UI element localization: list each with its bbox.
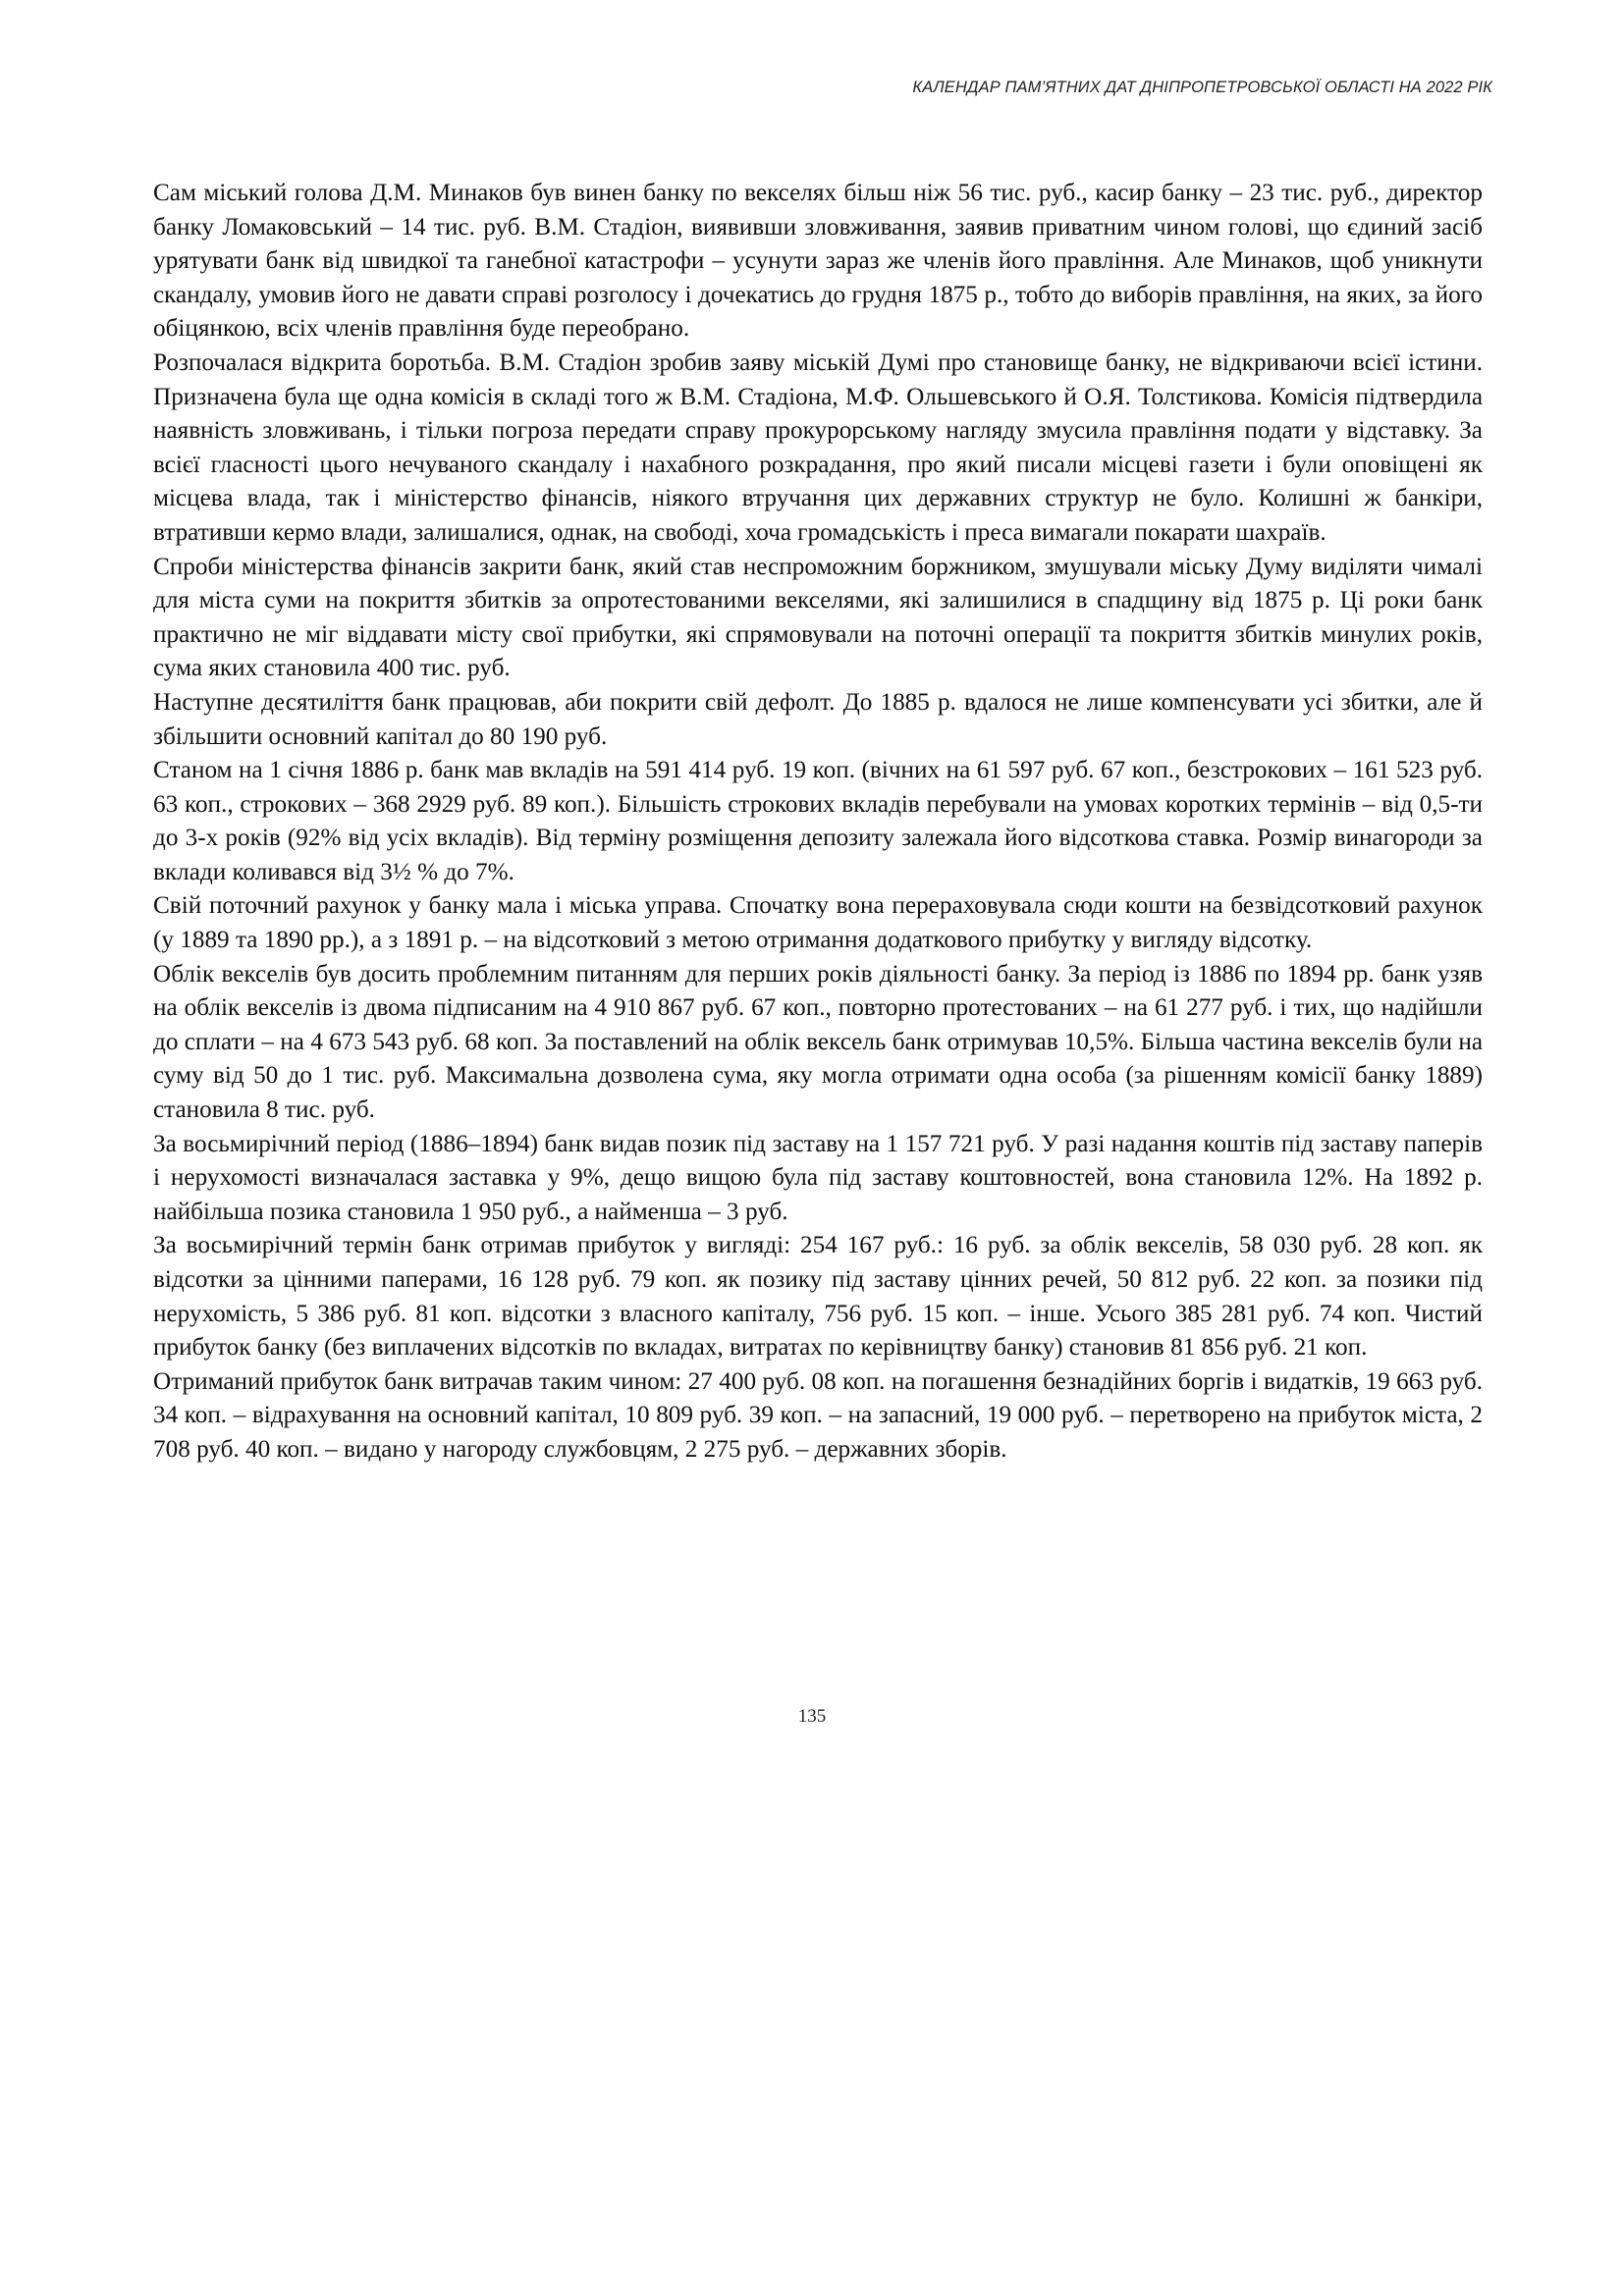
paragraph: Станом на 1 січня 1886 р. банк мав вкладів на 591 414 руб. 19 коп. (вічних на 61 597 руб. 67 коп., безстрокових – 161 523 руб. 63 коп., строкових – 368 2929 руб. 89 коп.). Більшість строкових вкладів перебували на умовах коротких термінів – від 0,5-ти до 3-х років (92% від усіх вкладів). Від терміну розміщення депозиту залежала його відсоткова ставка. Розмір винагороди за вклади коливався від 3½ % до 7%. (153, 757, 1483, 885)
paragraph: Облік векселів був досить проблемним питанням для перших років діяльності банку. За період із 1886 по 1894 рр. банк узяв на облік векселів із двома підписаним на 4 910 867 руб. 67 коп., повторно протестованих – на 61 277 руб. і тих, що надійшли до сплати – на 4 673 543 руб. 68 коп. За поставлений на облік вексель банк отримував 10,5%. Більша частина векселів були на суму від 50 до 1 тис. руб. Максимальна дозволена сума, яку могла отримати одна особа (за рішенням комісії банку 1889) становила 8 тис. руб. (153, 960, 1483, 1124)
paragraph: Сам міський голова Д.М. Минаков був винен банку по векселях більш ніж 56 тис. руб., касир банку – 23 тис. руб., директор банку Ломаковський – 14 тис. руб. В.М. Стадіон, виявивши зловживання, заявив приватним чином голові, що єдиний засіб урятувати банк від швидкої та ганебної катастрофи – усунути зараз же членів його правління. Але Минаков, щоб уникнути скандалу, умовив його не давати справі розголосу і дочекатись до грудня 1875 р., тобто до виборів правління, на яких, за його обіцянкою, всіх членів правління буде переобрано. (153, 180, 1483, 343)
paragraph: Спроби міністерства фінансів закрити банк, який став неспроможним боржником, змушували міську Думу виділяти чималі для міста суми на покриття збитків за опротестованими векселями, які залишилися в спадщину від 1875 р. Ці роки банк практично не міг віддавати місту свої прибутки, які спрямовували на поточні операції та покриття збитків минулих років, сума яких становила 400 тис. руб. (153, 553, 1483, 682)
page-number: 135 (797, 1706, 827, 1727)
body-text (153, 177, 1483, 1468)
paragraph: За восьмирічний період (1886–1894) банк видав позик під заставу на 1 157 721 руб. У разі надання коштів під заставу паперів і нерухомості визначалася заставка у 9%, дещо вищою була під заставу коштовностей, вона становила 12%. На 1892 р. найбільша позика становила 1 950 руб., а найменша – 3 руб. (153, 1130, 1483, 1225)
paragraph: За восьмирічний термін банк отримав прибуток у вигляді: 254 167 руб.: 16 руб. за облік векселів, 58 030 руб. 28 коп. як відсотки за цінними паперами, 16 128 руб. 79 коп. як позику під заставу цінних речей, 50 812 руб. 22 коп. за позики під нерухомість, 5 386 руб. 81 коп. відсотки з власного капіталу, 756 руб. 15 коп. – інше. Усього 385 281 руб. 74 коп. Чистий прибуток банку (без виплачених відсотків по вкладах, витратах по керівництву банку) становив 81 856 руб. 21 коп. (153, 1232, 1483, 1362)
paragraph: Свій поточний рахунок у банку мала і міська управа. Спочатку вона перераховувала сюди кошти на безвідсотковий рахунок (у 1889 та 1890 рр.), а з 1891 р. – на відсотковий з метою отримання додаткового прибутку у вигляду відсотку. (153, 892, 1483, 954)
paragraph: Наступне десятиліття банк працював, аби покрити свій дефолт. До 1885 р. вдалося не лише компенсувати усі збитки, але й збільшити основний капітал до 80 190 руб. (153, 688, 1483, 750)
paragraph: Розпочалася відкрита боротьба. В.М. Стадіон зробив заяву міській Думі про становище банку, не відкриваючи всієї істини. Призначена була ще одна комісія в складі того ж В.М. Стадіона, М.Ф. Ольшевського й О.Я. Толстикова. Комісія підтвердила наявність зловживань, і тільки погроза передати справу прокурорському нагляду змусила правління подати у відставку. За всієї гласності цього нечуваного скандалу і нахабного розкрадання, про який писали місцеві газети і були оповіщені як місцева влада, так і міністерство фінансів, ніякого втручання цих державних структур не було. Колишні ж банкіри, втративши кермо влади, залишалися, однак, на свободі, хоча громадськість і преса вимагали покарати шахраїв. (153, 348, 1483, 546)
paragraph: Отриманий прибуток банк витрачав таким чином: 27 400 руб. 08 коп. на погашення безнадійних боргів і видатків, 19 663 руб. 34 коп. – відрахування на основний капітал, 10 809 руб. 39 коп. – на запасний, 19 000 руб. – перетворено на прибуток міста, 2 708 руб. 40 коп. – видано у нагороду службовцям, 2 275 руб. – державних зборів. (153, 1367, 1483, 1463)
running-header: КАЛЕНДАР ПАМ’ЯТНИХ ДАТ ДНІПРОПЕТРОВСЬКОЇ ОБЛАСТІ НА 2022 РІК (912, 79, 1492, 96)
